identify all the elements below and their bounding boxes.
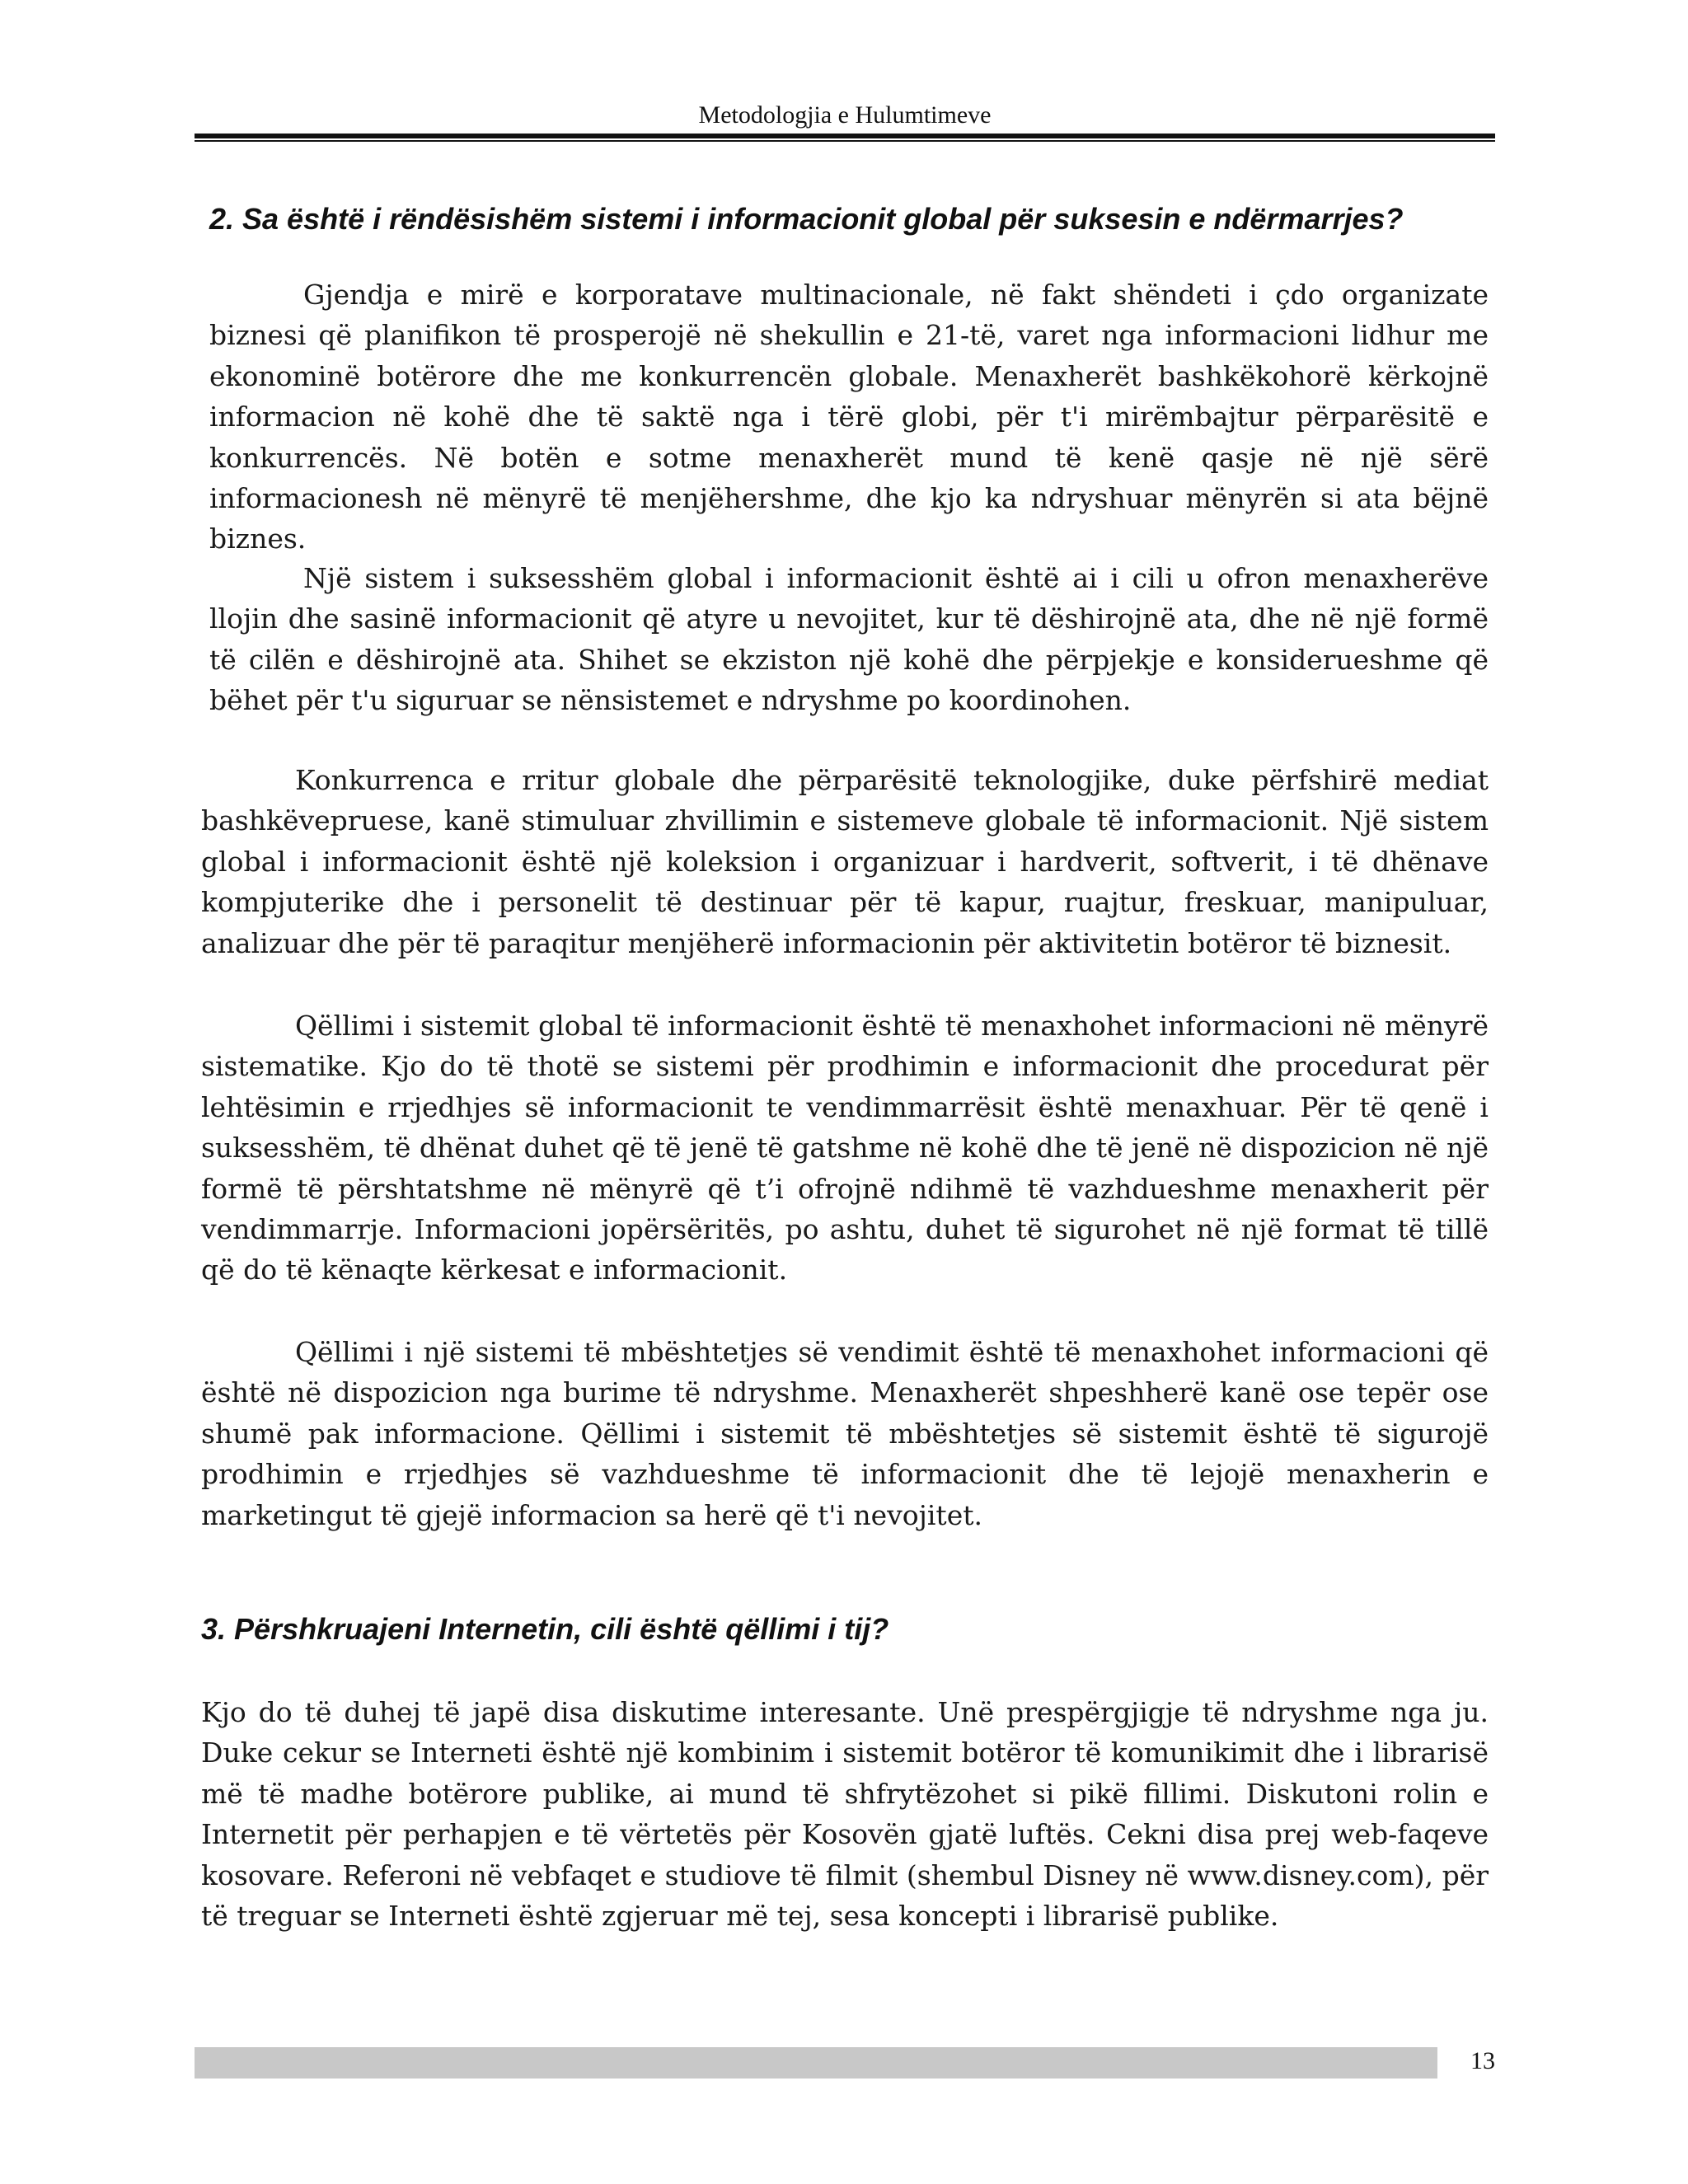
- footer-bar: [195, 2047, 1437, 2079]
- body-paragraph: Qëllimi i një sistemi të mbështetjes së vendimit është të menaxhohet informacioni që është në dispozicion nga burime të ndryshme. Menaxherët shpeshherë kanë ose tepër ose shumë pak informacione. Qëllimi i sistemit të mbështetjes së sistemit është të sigurojë prodhimin e rrjedhjes së vazhdueshme të informacionit dhe të lejojë menaxherin e marketingut të gjejë informacion sa herë që t'i nevojitet.: [201, 1336, 1489, 1531]
- body-paragraph: Konkurrenca e rritur globale dhe përparësitë teknologjike, duke përfshirë mediat bashkëvepruese, kanë stimuluar zhvillimin e sistemeve globale të informacionit. Një sistem global i informacionit është një koleksion i organizuar i hardverit, softverit, i të dhënave kompjuterike dhe i personelit të destinuar për të kapur, ruajtur, freskuar, manipuluar, analizuar dhe për të paraqitur menjëherë informacionin për aktivitetin botëror të biznesit.: [201, 764, 1489, 959]
- header-rule-thin: [195, 140, 1495, 142]
- page-number: 13: [1470, 2047, 1495, 2074]
- body-paragraph: Qëllimi i sistemit global të informacionit është të menaxhohet informacioni në mënyrë sistematike. Kjo do të thotë se sistemi për prodhimin e informacionit dhe procedurat për lehtësimin e rrjedhjes së informacionit te vendimmarrësit është menaxhuar. Për të qenë i suksesshëm, të dhënat duhet që të jenë të gatshme në kohë dhe të jenë në dispozicion në një formë të përshtatshme në mënyrë që t’i ofrojnë ndihmë të vazhdueshme menaxherit për vendimmarrje. Informacioni jopërsëritës, po ashtu, duhet të sigurohet në një format të tillë që do të kënaqte kërkesat e informacionit.: [201, 1010, 1489, 1286]
- section-heading: 3. Përshkruajeni Internetin, cili është qëllimi i tij?: [201, 1612, 889, 1646]
- body-paragraph: Gjendja e mirë e korporatave multinacionale, në fakt shëndeti i çdo organizate biznesi që planifikon të prosperojë në shekullin e 21-të, varet nga informacioni lidhur me ekonominë botërore dhe me konkurrencën globale. Menaxherët bashkëkohorë kërkojnë informacion në kohë dhe të saktë nga i tërë globi, për t'i mirëmbajtur përparësitë e konkurrencës. Në botën e sotme menaxherët mund të kenë qasje në një sërë informacionesh në mënyrë të menjëhershme, dhe kjo ka ndryshuar mënyrën si ata bëjnë biznes.: [209, 279, 1489, 555]
- running-header-title: Metodologjia e Hulumtimeve: [698, 101, 992, 129]
- body-paragraph: Kjo do të duhej të japë disa diskutime interesante. Unë prespërgjigje të ndryshme nga ju. Duke cekur se Interneti është një kombinim i sistemit botëror të komunikimit dhe i librarisë më të madhe botërore publike, ai mund të shfrytëzohet si pikë fillimi. Diskutoni rolin e Internetit për perhapjen e të vërtetës për Kosovën gjatë luftës. Cekni disa prej web-faqeve kosovare. Referoni në vebfaqet e studiove të filmit (shembul Disney në www.disney.com), për të treguar se Interneti është zgjeruar më tej, sesa koncepti i librarisë publike.: [201, 1696, 1489, 1933]
- body-paragraph: Një sistem i suksesshëm global i informacionit është ai i cili u ofron menaxherëve llojin dhe sasinë informacionit që atyre u nevojitet, kur të dëshirojnë ata, dhe në një formë të cilën e dëshirojnë ata. Shihet se ekziston një kohë dhe përpjekje e konsiderueshme që bëhet për t'u siguruar se nënsistemet e ndryshme po koordinohen.: [209, 562, 1489, 717]
- section-heading: 2. Sa është i rëndësishëm sistemi i informacionit global për suksesin e ndërmarrjes?: [209, 202, 1404, 236]
- header-rule: [195, 134, 1495, 138]
